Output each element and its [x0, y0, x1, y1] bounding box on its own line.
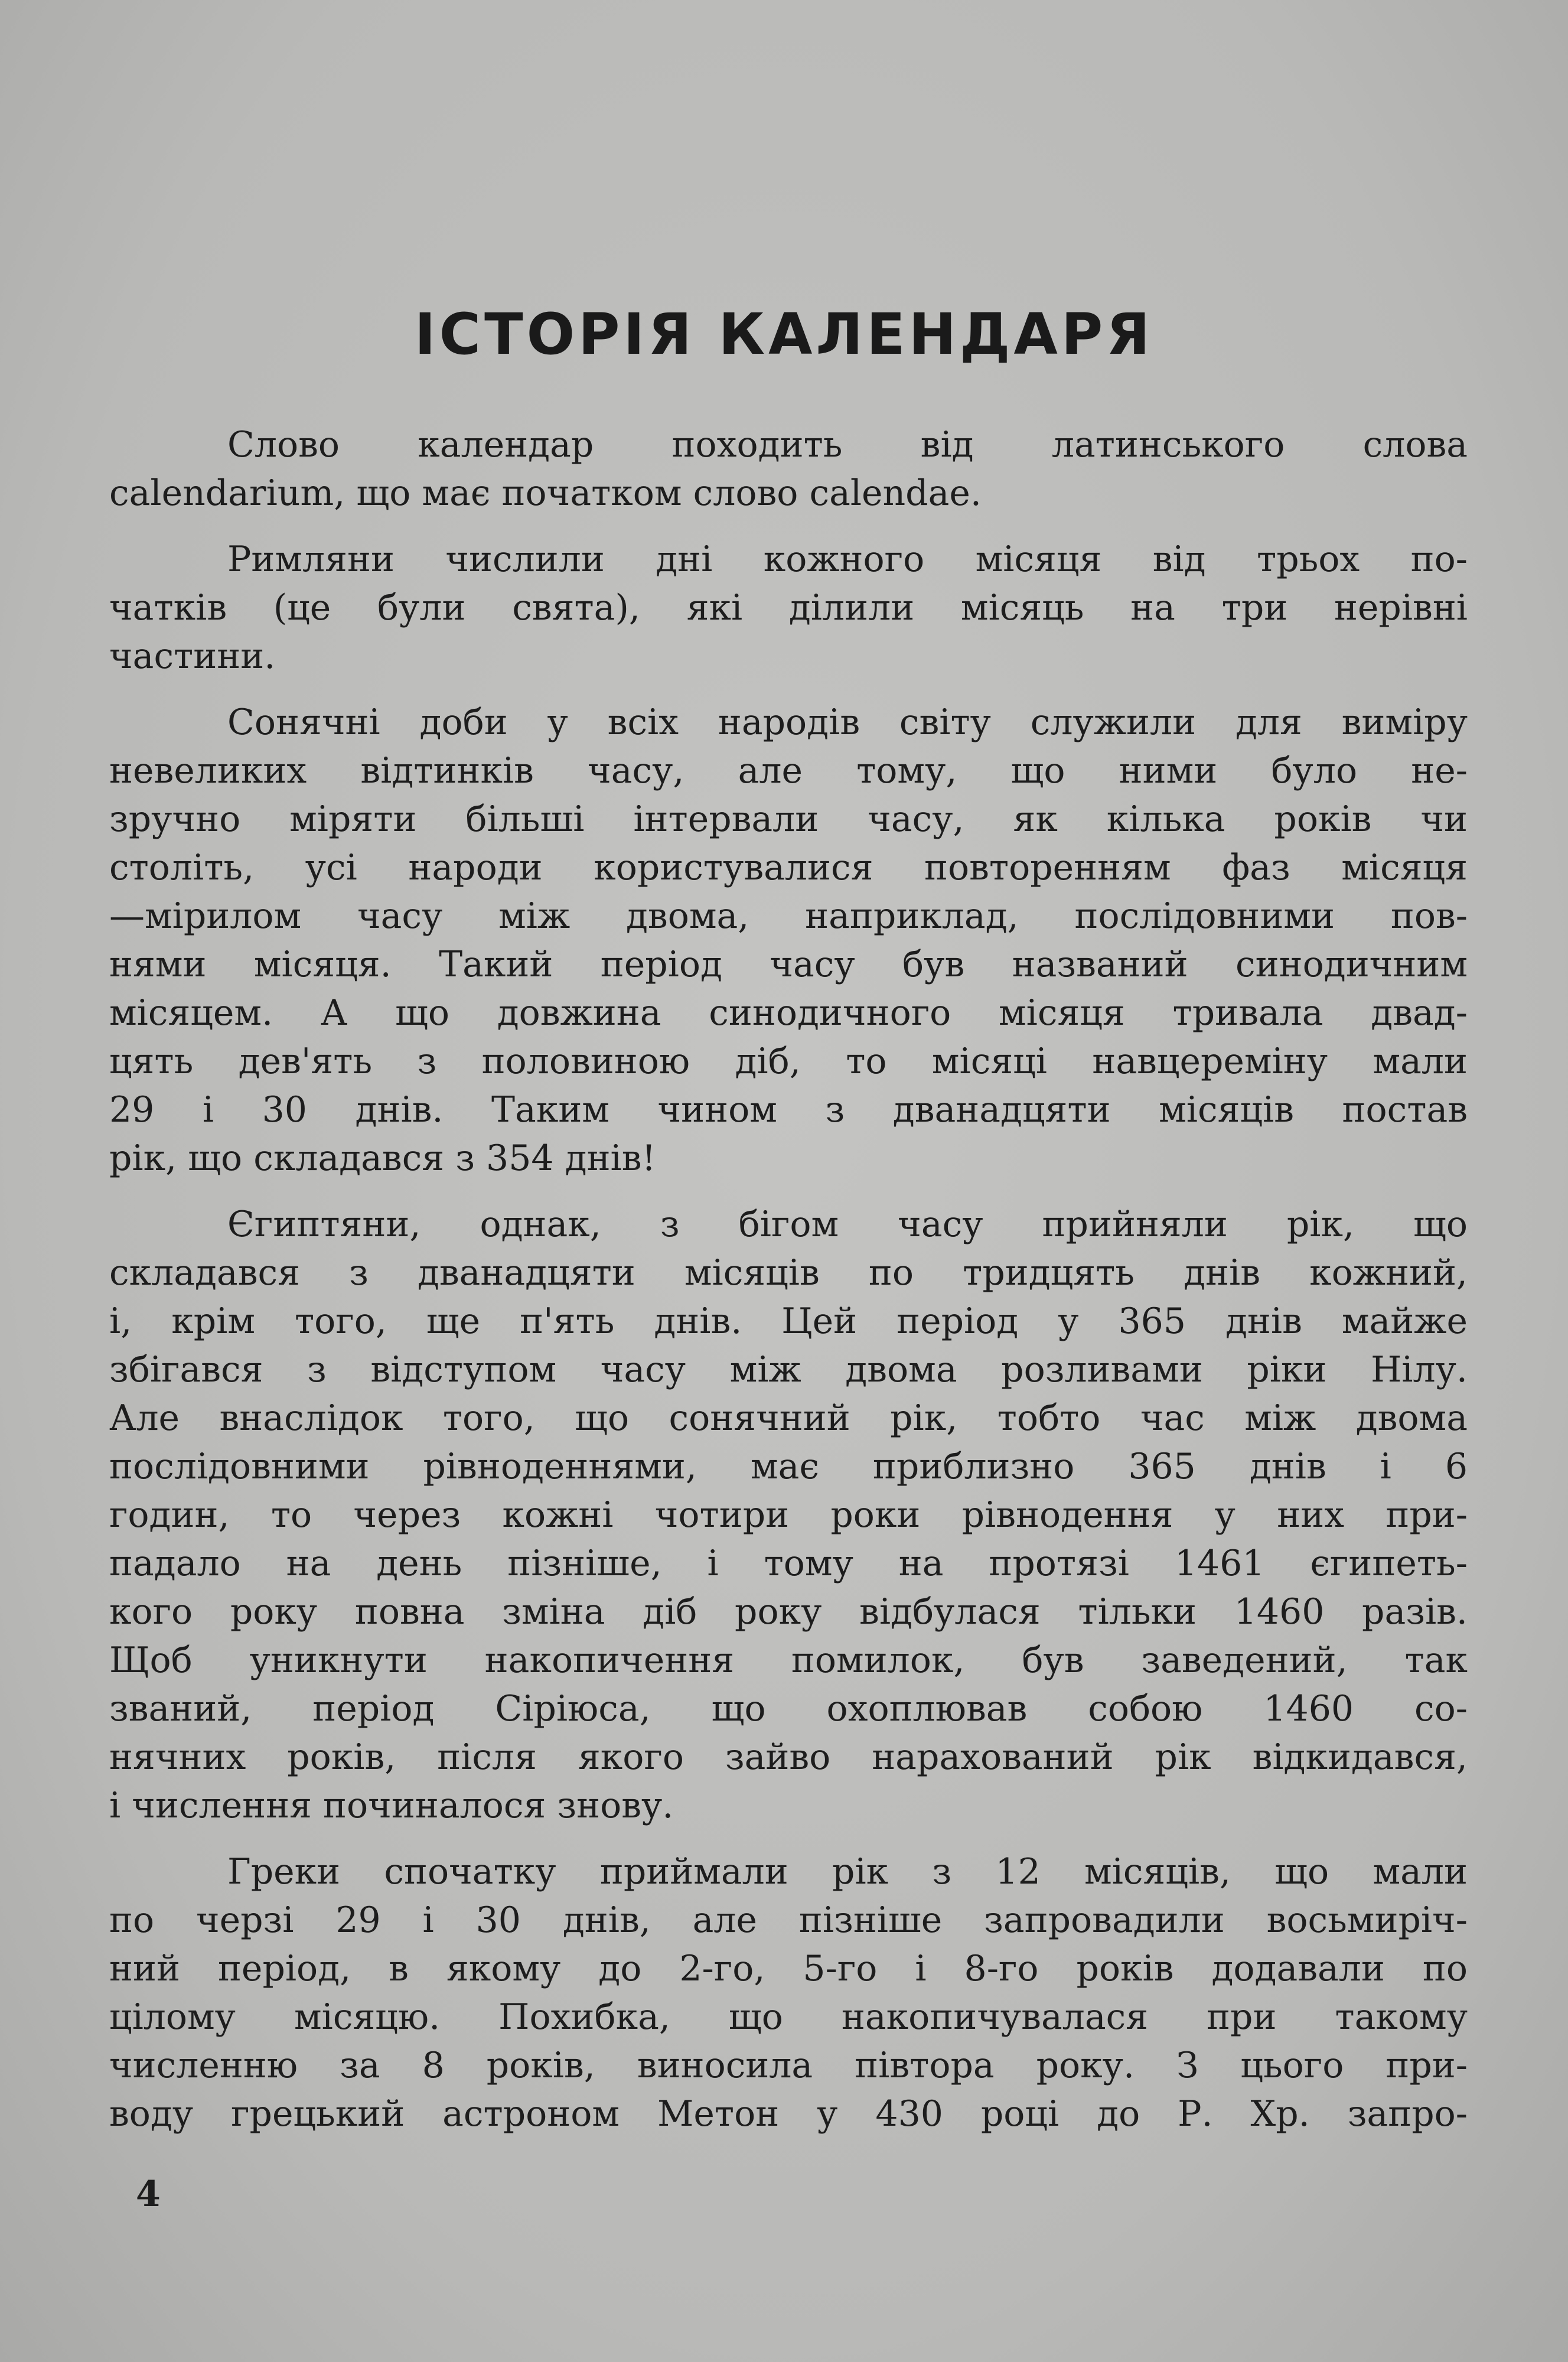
- text-line: невеликих відтинків часу, але тому, що ними було не-: [109, 750, 1468, 791]
- text-line: —мірилом часу між двома, наприклад, послідовними пов-: [109, 895, 1468, 937]
- text-line: численню за 8 років, виносила півтора року. З цього при-: [109, 2045, 1468, 2086]
- text-line: Сонячні доби у всіх народів світу служили для виміру: [227, 702, 1468, 743]
- text-line: століть, усі народи користувалися повторенням фаз місяця: [109, 847, 1468, 888]
- paragraph: [109, 535, 1468, 680]
- text-line: званий, період Сіріюса, що охоплював собою 1460 со-: [109, 1688, 1468, 1729]
- text-line: рік, що складався з 354 днів!: [109, 1138, 656, 1179]
- text-line: по черзі 29 і 30 днів, але пізніше запровадили восьмиріч-: [109, 1900, 1468, 1941]
- text-line: цілому місяцю. Похибка, що накопичувалася при такому: [109, 1996, 1468, 2038]
- text-line: і, крім того, ще п'ять днів. Цей період у 365 днів майже: [109, 1301, 1468, 1342]
- text-line: і числення починалося знову.: [109, 1785, 674, 1826]
- text-line: збігався з відступом часу між двома розливами ріки Нілу.: [109, 1349, 1468, 1390]
- text-line: Римляни числили дні кожного місяця від трьох по-: [227, 539, 1468, 580]
- text-line: Щоб уникнути накопичення помилок, був заведений, так: [109, 1640, 1468, 1681]
- text-line: воду грецький астроном Метон у 430 році до Р. Хр. запро-: [109, 2093, 1468, 2135]
- text-line: 29 і 30 днів. Таким чином з дванадцяти місяців постав: [109, 1089, 1468, 1130]
- text-line: Слово календар походить від латинського слова: [227, 424, 1468, 465]
- paragraph: [109, 421, 1468, 517]
- text-line: ний період, в якому до 2-го, 5-го і 8-го років додавали по: [109, 1948, 1468, 1989]
- page-title: ІСТОРІЯ КАЛЕНДАРЯ: [414, 301, 1154, 367]
- paragraph: [109, 1200, 1468, 1830]
- text-line: Єгиптяни, однак, з бігом часу прийняли рік, що: [227, 1204, 1468, 1245]
- text-line: місяцем. А що довжина синодичного місяця тривала двад-: [109, 992, 1468, 1034]
- page-number: 4: [136, 2174, 161, 2215]
- text-line: нями місяця. Такий період часу був названий синодичним: [109, 944, 1468, 985]
- text-line: частини.: [109, 636, 276, 677]
- text-line: зручно міряти більші інтервали часу, як кілька років чи: [109, 799, 1468, 840]
- paragraph: [109, 698, 1468, 1182]
- text-line: Греки спочатку приймали рік з 12 місяців, що мали: [227, 1851, 1468, 1892]
- text-line: Але внаслідок того, що сонячний рік, тобто час між двома: [109, 1397, 1468, 1439]
- text-line: складався з дванадцяти місяців по тридцять днів кожний,: [109, 1252, 1468, 1294]
- text-line: нячних років, після якого зайво нарахований рік відкидався,: [109, 1737, 1468, 1778]
- text-line: цять дев'ять з половиною діб, то місяці навцереміну мали: [109, 1041, 1468, 1082]
- text-line: падало на день пізніше, і тому на протязі 1461 єгипеть-: [109, 1543, 1468, 1584]
- text-line: calendarium, що має початком слово calendae.: [109, 473, 982, 514]
- text-line: послідовними рівноденнями, має приблизно 365 днів і 6: [109, 1446, 1468, 1487]
- paragraph: [109, 1848, 1468, 2138]
- body-text: [109, 421, 1468, 2156]
- text-line: годин, то через кожні чотири роки рівнодення у них при-: [109, 1494, 1468, 1536]
- text-line: кого року повна зміна діб року відбулася тільки 1460 разів.: [109, 1591, 1468, 1633]
- text-line: чатків (це були свята), які ділили місяць на три нерівні: [109, 587, 1468, 628]
